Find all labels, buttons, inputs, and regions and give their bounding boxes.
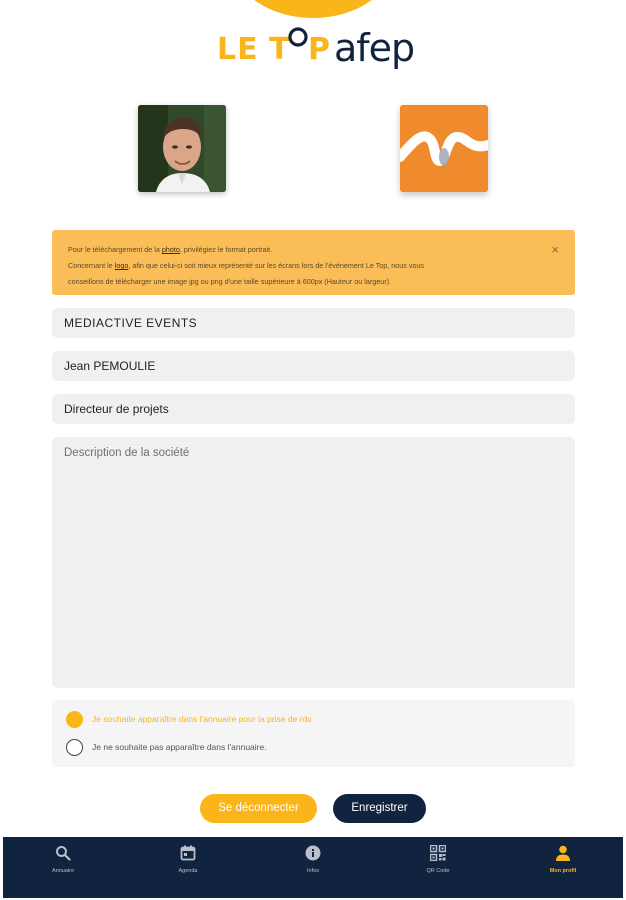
company-logo-upload[interactable]	[400, 105, 488, 192]
logo-t: T	[269, 32, 290, 67]
tab-label: Annuaire	[51, 868, 75, 874]
tab-label: Infos	[307, 868, 319, 874]
upload-info-alert	[52, 230, 575, 295]
radio-unselected-icon[interactable]	[66, 739, 83, 756]
tab-mon-profil[interactable]	[523, 845, 603, 874]
logo-o-icon	[287, 26, 309, 48]
company-logo-icon	[400, 105, 488, 192]
alert-text: , privilégiez le format portrait.	[179, 245, 273, 254]
person-icon	[555, 845, 571, 861]
radio-selected-icon[interactable]	[66, 711, 83, 728]
logo-p: P	[308, 32, 330, 67]
radio-appear-in-directory[interactable]	[66, 710, 313, 728]
tab-agenda[interactable]	[148, 845, 228, 874]
calendar-icon	[180, 845, 196, 861]
close-icon[interactable]: ×	[551, 242, 559, 257]
name-field[interactable]: Jean PEMOULIE	[52, 351, 575, 381]
radio-label: Je ne souhaite pas apparaître dans l'annuaire.	[92, 742, 267, 752]
info-icon	[305, 845, 321, 861]
radio-label: Je souhaite apparaître dans l'annuaire pour la prise de rdv.	[92, 714, 314, 724]
le-top-afep-logo	[217, 26, 417, 70]
tab-infos[interactable]	[273, 845, 353, 874]
company-description-textarea[interactable]: Description de la société	[52, 437, 575, 688]
tab-label: Agenda	[178, 868, 198, 874]
logo-afep: afep	[334, 26, 415, 70]
alert-line-1	[68, 242, 525, 258]
tab-annuaire[interactable]	[23, 845, 103, 874]
radio-hide-from-directory[interactable]	[66, 738, 267, 756]
tab-label: Mon profil	[549, 868, 577, 874]
tab-label: QR Code	[426, 868, 450, 874]
photo-link: photo	[161, 245, 180, 254]
logout-button[interactable]: Se déconnecter	[200, 794, 317, 823]
alert-text: Concernant le	[68, 261, 115, 270]
directory-visibility-group	[52, 700, 575, 767]
profile-photo-upload[interactable]	[138, 105, 226, 192]
alert-text: , afin que celui-ci soit mieux représenté sur les écrans lors de l'événement Le Top, nous vous	[128, 261, 425, 270]
save-button[interactable]: Enregistrer	[333, 794, 426, 823]
alert-text: Pour le téléchargement de la	[68, 245, 162, 254]
tab-qr-code[interactable]	[398, 845, 478, 874]
header-decoration	[232, 0, 394, 18]
qr-code-icon	[430, 845, 446, 861]
logo-le: LE	[217, 32, 259, 67]
avatar	[138, 105, 226, 192]
search-icon	[55, 845, 71, 861]
alert-line-3: conseillons de télécharger une image jpg ou png d'une taille supérieure à 600px (Hauteur ou largeur).	[68, 277, 392, 286]
alert-line-2	[68, 258, 525, 274]
logo-link: logo	[114, 261, 129, 270]
job-title-field[interactable]: Directeur de projets	[52, 394, 575, 424]
bottom-tab-bar	[3, 837, 623, 898]
company-field[interactable]: MEDIACTIVE EVENTS	[52, 308, 575, 338]
